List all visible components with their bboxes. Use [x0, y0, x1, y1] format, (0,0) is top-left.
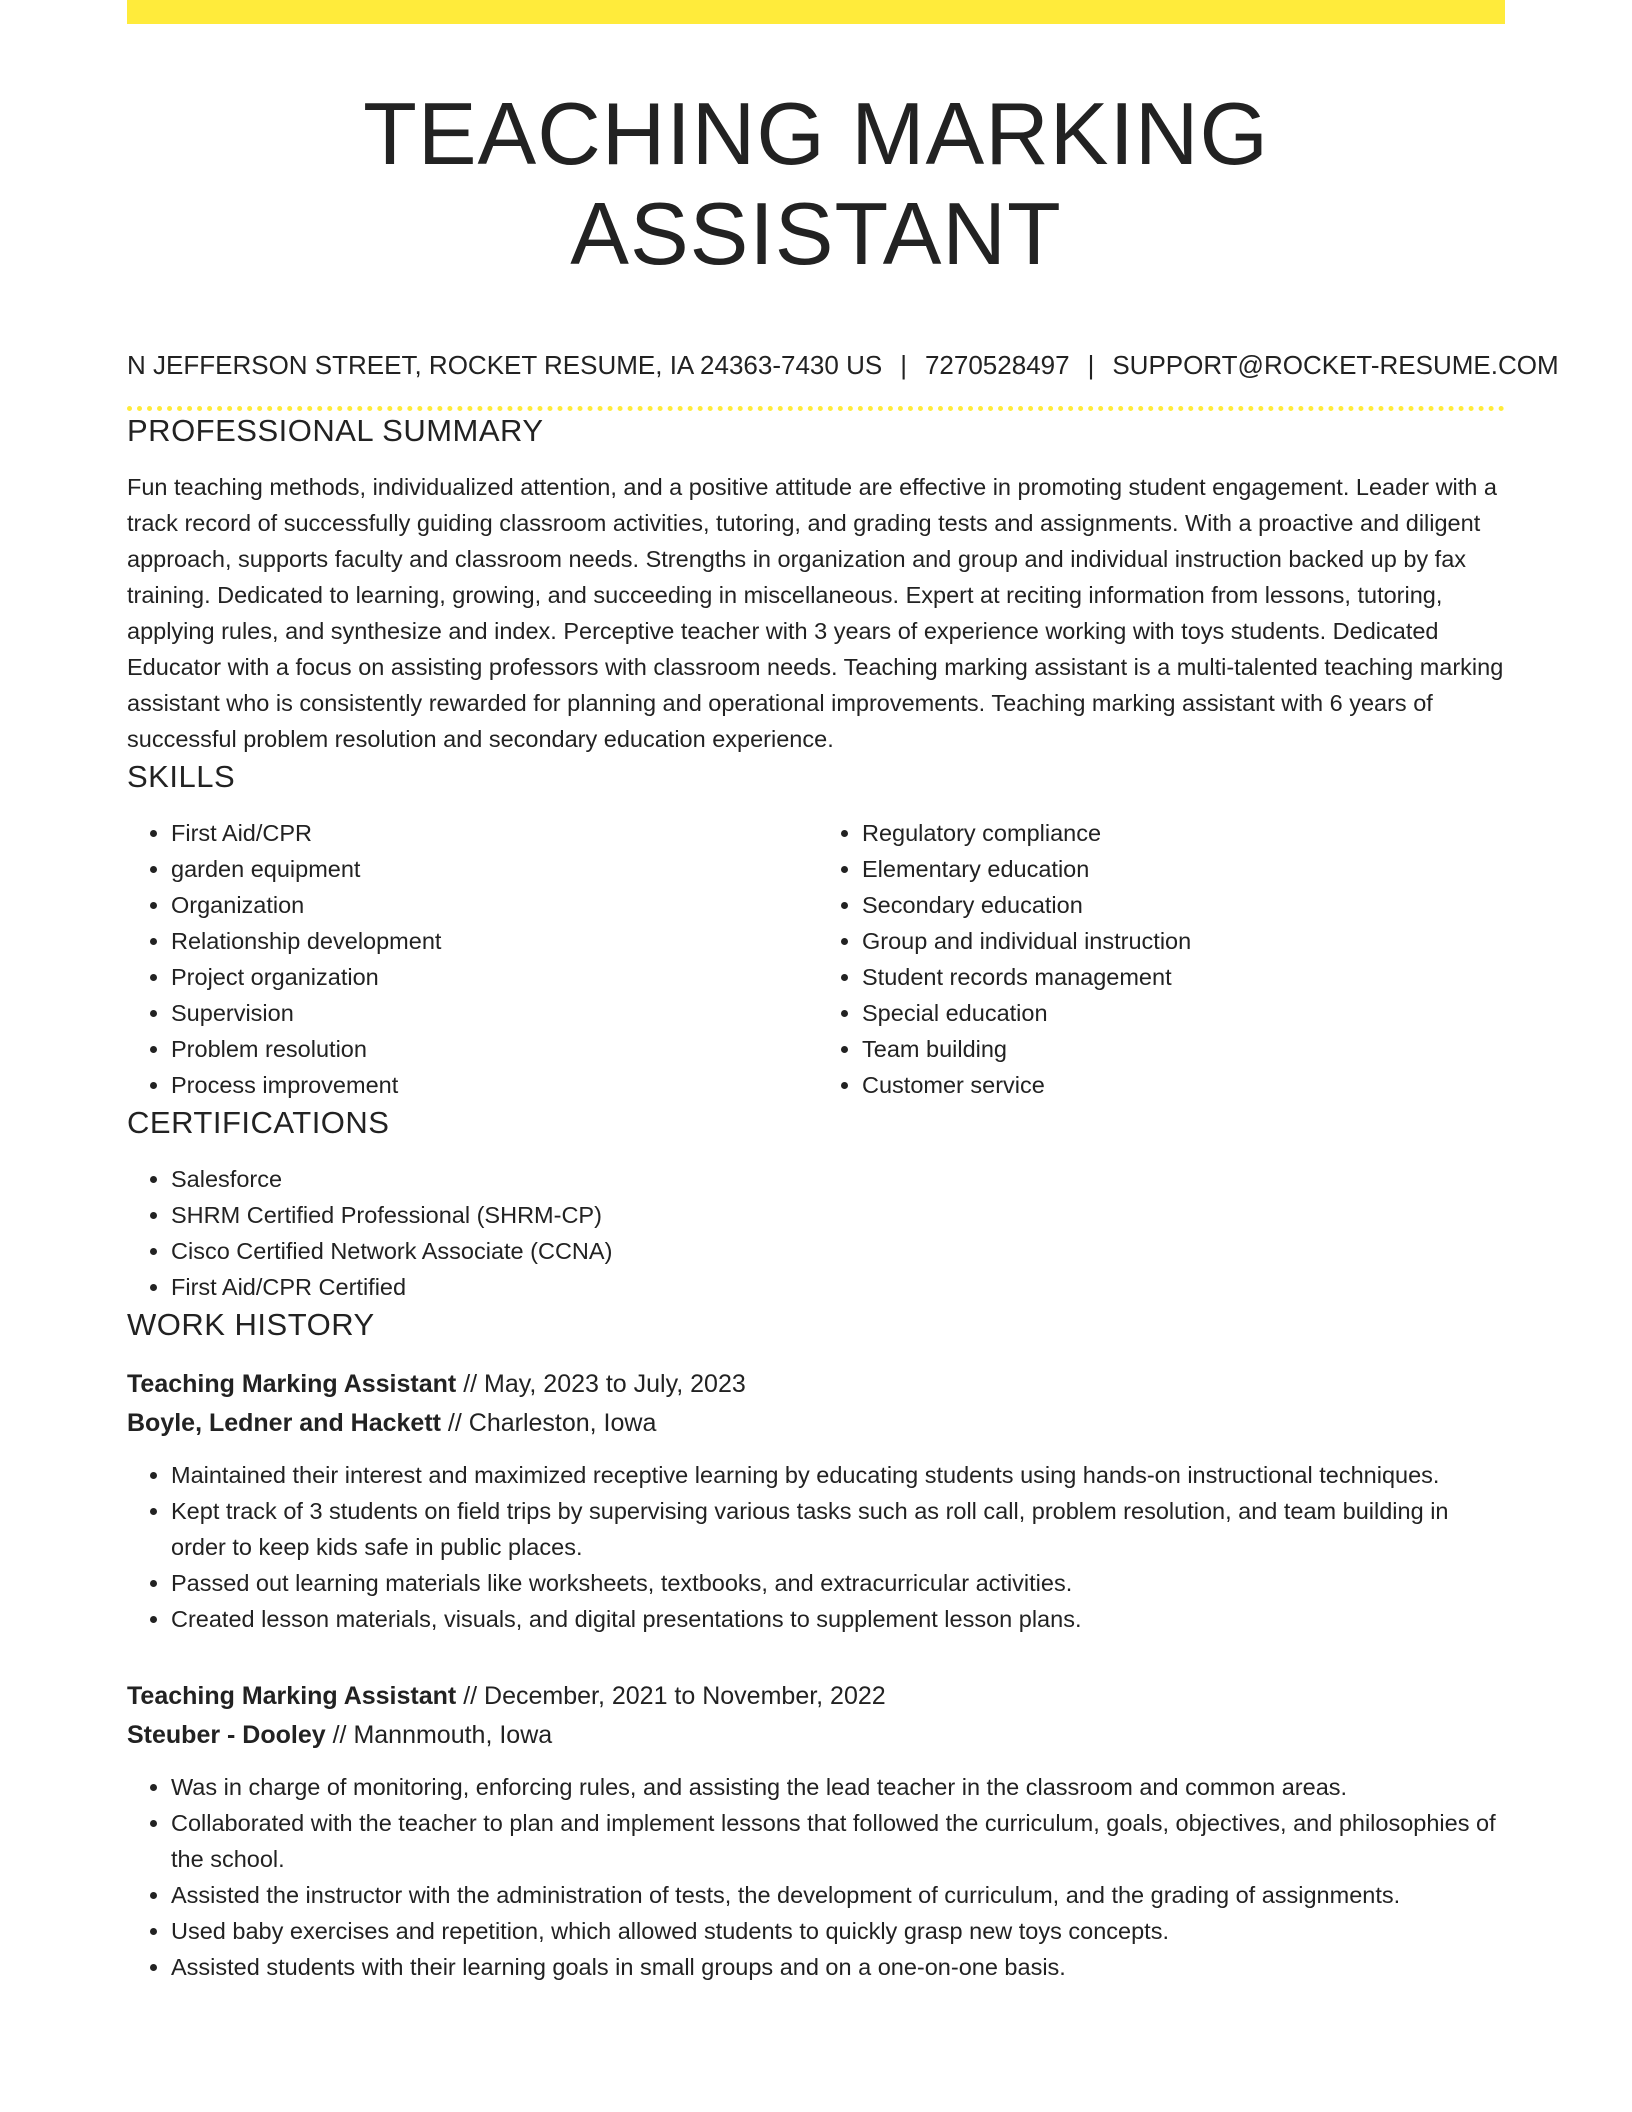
job-dates: // May, 2023 to July, 2023: [456, 1370, 746, 1398]
skill-item: • Customer service: [862, 1067, 1505, 1103]
job-bullet: • Assisted students with their learning goals in small groups and on a one-on-one basis.: [171, 1949, 1505, 1985]
certification-item: • SHRM Certified Professional (SHRM-CP): [171, 1197, 1505, 1233]
job-location: // Charleston, Iowa: [440, 1409, 657, 1437]
resume-title: TEACHING MARKING ASSISTANT: [363, 84, 1269, 283]
job-entry: [127, 1677, 1505, 1985]
job-bullet: • Collaborated with the teacher to plan and implement lessons that followed the curriculum, goals, objectives, and philosophies of the school.: [171, 1805, 1505, 1877]
job-bullet: • Used baby exercises and repetition, which allowed students to quickly grasp new toys concepts.: [171, 1913, 1505, 1949]
job-location: // Mannmouth, Iowa: [325, 1721, 553, 1749]
skill-item: • Student records management: [862, 959, 1505, 995]
contact-separator: |: [1087, 350, 1095, 380]
certification-item: • First Aid/CPR Certified: [171, 1269, 1505, 1305]
skills-grid: [127, 815, 1505, 1103]
job-role: Teaching Marking Assistant: [127, 1370, 457, 1398]
skill-item: • Relationship development: [171, 923, 814, 959]
skills-heading: SKILLS: [127, 759, 236, 794]
job-entry: [127, 1365, 1505, 1637]
job-bullet: • Assisted the instructor with the administration of tests, the development of curriculum, and the grading of assignments.: [171, 1877, 1505, 1913]
skill-item: • Organization: [171, 887, 814, 923]
contact-line: [127, 348, 1559, 382]
skill-item: • Problem resolution: [171, 1031, 814, 1067]
job-bullet: • Created lesson materials, visuals, and digital presentations to supplement lesson plans.: [171, 1601, 1505, 1637]
skills-list-left: [127, 815, 814, 1103]
job-role: Teaching Marking Assistant: [127, 1682, 457, 1710]
job-role-line: [127, 1677, 1505, 1716]
skill-item: • First Aid/CPR: [171, 815, 814, 851]
contact-email: SUPPORT@ROCKET-RESUME.COM: [1112, 350, 1559, 380]
skill-item: • Team building: [862, 1031, 1505, 1067]
job-bullet: • Passed out learning materials like worksheets, textbooks, and extracurricular activities.: [171, 1565, 1505, 1601]
skill-item: • Secondary education: [862, 887, 1505, 923]
top-accent-bar: [127, 0, 1505, 24]
job-role-line: [127, 1365, 1505, 1404]
skill-item: • Elementary education: [862, 851, 1505, 887]
skill-item: • Project organization: [171, 959, 814, 995]
job-company-line: [127, 1404, 1505, 1443]
summary-heading: PROFESSIONAL SUMMARY: [127, 413, 544, 448]
job-bullets: [127, 1457, 1505, 1637]
certification-item: • Salesforce: [171, 1161, 1505, 1197]
job-company: Steuber - Dooley: [127, 1721, 326, 1749]
job-bullet: • Was in charge of monitoring, enforcing rules, and assisting the lead teacher in the classroom and common areas.: [171, 1769, 1505, 1805]
job-bullet: • Kept track of 3 students on field trips by supervising various tasks such as roll call, problem resolution, and team building in order to keep kids safe in public places.: [171, 1493, 1505, 1565]
skill-item: • Special education: [862, 995, 1505, 1031]
skill-item: • Regulatory compliance: [862, 815, 1505, 851]
skill-item: • Supervision: [171, 995, 814, 1031]
contact-separator: |: [900, 350, 907, 380]
job-bullets: [127, 1769, 1505, 1985]
resume-page: [127, 0, 1559, 1985]
certification-item: • Cisco Certified Network Associate (CCNA): [171, 1233, 1505, 1269]
job-company: Boyle, Ledner and Hackett: [127, 1409, 441, 1437]
skill-item: • Group and individual instruction: [862, 923, 1505, 959]
certifications-list: [127, 1161, 1505, 1305]
job-company-line: [127, 1716, 1505, 1755]
job-bullet: • Maintained their interest and maximized receptive learning by educating students using hands-on instructional techniques.: [171, 1457, 1505, 1493]
skill-item: • Process improvement: [171, 1067, 814, 1103]
certifications-heading: CERTIFICATIONS: [127, 1105, 390, 1140]
work-history-heading: WORK HISTORY: [127, 1307, 375, 1342]
skill-item: • garden equipment: [171, 851, 814, 887]
contact-address: N JEFFERSON STREET, ROCKET RESUME, IA 24363-7430 US: [127, 350, 883, 380]
skills-list-right: [814, 815, 1505, 1103]
contact-phone: 7270528497: [924, 350, 1070, 380]
job-dates: // December, 2021 to November, 2022: [456, 1682, 886, 1710]
summary-text: Fun teaching methods, individualized attention, and a positive attitude are effective in promoting student engagement. Leader with a track record of successfully guiding classroom activities, tutoring, and grading tests and assignments. With a proactive and diligent approach, supports faculty and classroom needs. Strengths in organization and group and individual instruction backed up by fax training. Dedicated to learning, growing, and succeeding in miscellaneous. Expert at reciting information from lessons, tutoring, applying rules, and synthesize and index. Perceptive teacher with 3 years of experience working with toys students. Dedicated Educator with a focus on assisting professors with classroom needs. Teaching marking assistant is a multi-talented teaching marking assistant who is consistently rewarded for planning and operational improvements. Teaching marking assistant with 6 years of successful problem resolution and secondary education experience.: [127, 474, 1504, 752]
